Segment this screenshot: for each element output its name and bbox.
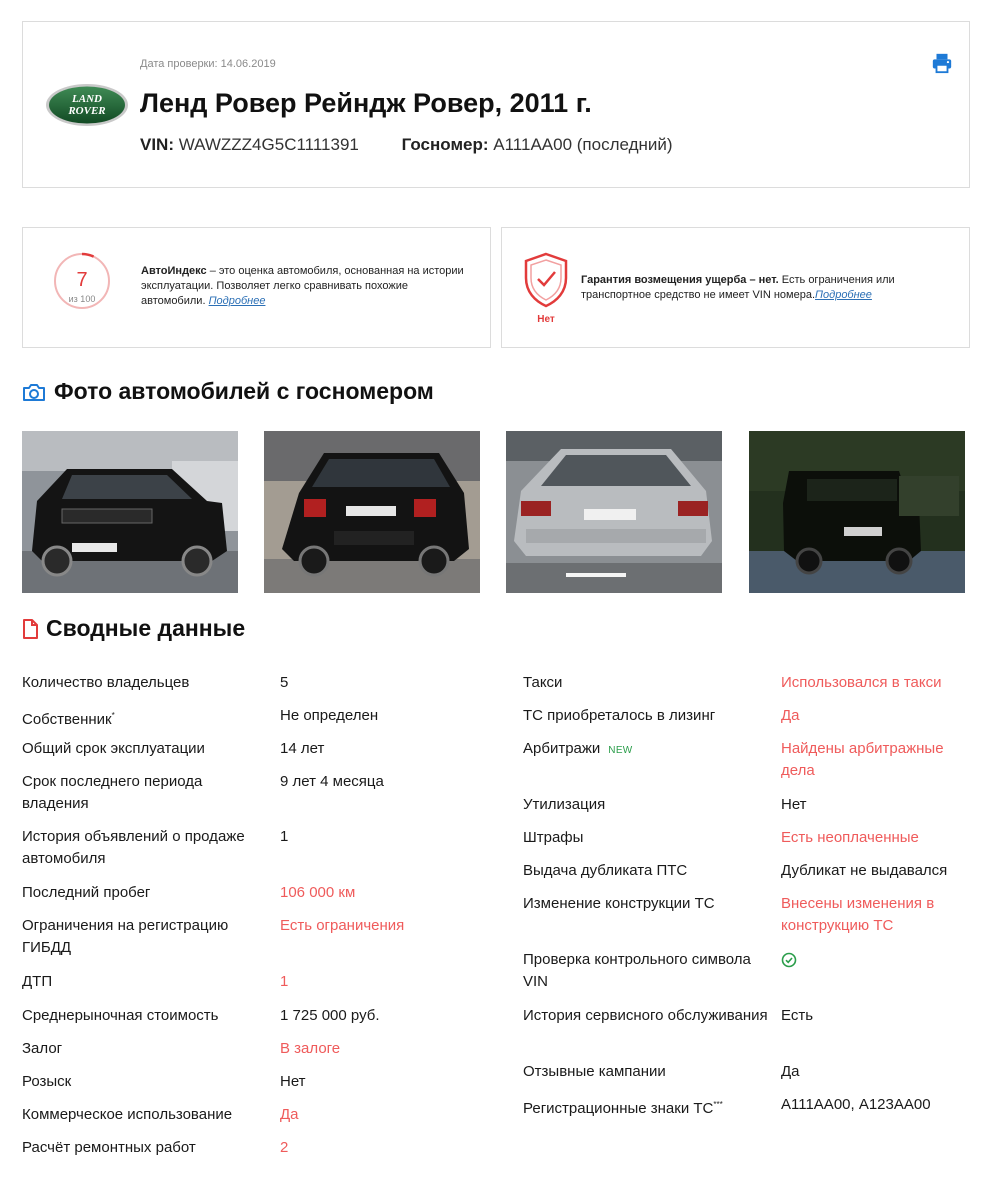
car-photo[interactable] bbox=[749, 431, 965, 593]
row-value: Да bbox=[781, 1063, 800, 1080]
guarantee-title: Гарантия возмещения ущерба – нет. bbox=[581, 274, 779, 286]
row-label: История сервисного обслуживания bbox=[523, 1007, 768, 1024]
car-title: Ленд Ровер Рейндж Ровер, 2011 г. bbox=[140, 88, 592, 118]
autoindex-description bbox=[141, 264, 471, 309]
row-label: Количество владельцев bbox=[22, 674, 190, 691]
row-value: 1 bbox=[280, 828, 289, 845]
summary-row-wanted bbox=[22, 1071, 482, 1104]
summary-right-column bbox=[523, 672, 983, 1127]
car-photo-image bbox=[506, 431, 722, 593]
summary-row-disposal bbox=[523, 794, 983, 827]
summary-section-title: Сводные данные bbox=[46, 615, 246, 641]
row-label: Расчёт ремонтных работ bbox=[22, 1139, 196, 1156]
row-value: Дубликат не выдавался bbox=[781, 862, 948, 879]
row-value: 1 725 000 руб. bbox=[280, 1007, 380, 1024]
row-label: Последний пробег bbox=[22, 884, 151, 901]
guarantee-status: Нет bbox=[537, 314, 555, 325]
vin-label: VIN: bbox=[140, 135, 174, 154]
document-icon bbox=[22, 619, 38, 639]
guarantee-text: Есть ограничения или транспортное средство не имеет VIN номера. bbox=[581, 274, 895, 301]
summary-row-commercial-use bbox=[22, 1104, 482, 1137]
row-value: А111АА00, А123АА00 bbox=[781, 1096, 931, 1113]
report-header-card bbox=[22, 21, 970, 188]
summary-left-column bbox=[22, 672, 482, 1170]
summary-row-pledge bbox=[22, 1038, 482, 1071]
photos-section-heading bbox=[22, 378, 434, 405]
footnote-mark: *** bbox=[713, 1100, 723, 1109]
row-value: 9 лет 4 месяца bbox=[280, 773, 384, 790]
plate-value: А111АА00 (последний) bbox=[493, 135, 673, 154]
summary-row-repairs bbox=[22, 1137, 482, 1170]
row-label: Такси bbox=[523, 674, 563, 691]
summary-row-pts-duplicate bbox=[523, 860, 983, 893]
row-label-text: Арбитражи bbox=[523, 740, 601, 757]
land-rover-logo bbox=[45, 83, 129, 127]
row-value: Не определен bbox=[280, 707, 379, 724]
summary-row-last-ownership bbox=[22, 771, 482, 826]
car-photo-image bbox=[264, 431, 480, 593]
autoindex-score-gauge bbox=[51, 250, 113, 328]
autoindex-text: – это оценка автомобиля, основанная на истории эксплуатации. Позволяет легко сравнивать похожие автомобили. bbox=[141, 265, 464, 307]
row-label: ТС приобреталось в лизинг bbox=[523, 707, 716, 724]
new-badge: NEW bbox=[608, 745, 633, 756]
row-value: Есть неоплаченные bbox=[781, 829, 919, 846]
row-label bbox=[22, 705, 280, 738]
camera-icon bbox=[22, 382, 46, 402]
row-value: Да bbox=[280, 1106, 299, 1123]
summary-row-service-history bbox=[523, 1005, 983, 1061]
row-label bbox=[523, 1094, 781, 1127]
row-value: Нет bbox=[781, 796, 807, 813]
summary-row-owner bbox=[22, 705, 482, 738]
autoindex-card bbox=[22, 227, 491, 348]
row-value: 5 bbox=[280, 674, 289, 691]
summary-row-accidents bbox=[22, 971, 482, 1005]
summary-row-recalls bbox=[523, 1061, 983, 1094]
row-value bbox=[781, 949, 971, 1005]
photos-section-title: Фото автомобилей с госномером bbox=[54, 378, 434, 404]
autoindex-title: АвтоИндекс bbox=[141, 265, 207, 277]
check-date: Дата проверки: 14.06.2019 bbox=[140, 58, 276, 70]
logo-text-land: LAND bbox=[72, 93, 102, 105]
car-photo-image bbox=[749, 431, 965, 593]
summary-row-owners-count bbox=[22, 672, 482, 705]
summary-row-arbitration bbox=[523, 738, 983, 794]
summary-row-fines bbox=[523, 827, 983, 860]
summary-row-taxi bbox=[523, 672, 983, 705]
row-label: Отзывные кампании bbox=[523, 1063, 666, 1080]
guarantee-description bbox=[581, 273, 951, 303]
summary-row-sale-ads bbox=[22, 826, 482, 882]
vin-value: WAWZZZ4G5C1111391 bbox=[178, 135, 359, 154]
guarantee-card bbox=[501, 227, 970, 348]
car-photo[interactable] bbox=[506, 431, 722, 593]
summary-section-heading bbox=[22, 615, 245, 642]
row-value: Есть ограничения bbox=[280, 917, 405, 934]
autoindex-score-max: из 100 bbox=[68, 294, 96, 304]
guarantee-more-link[interactable]: Подробнее bbox=[815, 289, 872, 301]
row-label: Ограничения на регистрацию ГИБДД bbox=[22, 917, 229, 956]
car-photo[interactable] bbox=[22, 431, 238, 593]
row-value: Использовался в такси bbox=[781, 674, 942, 691]
row-label: Утилизация bbox=[523, 796, 606, 813]
autoindex-more-link[interactable]: Подробнее bbox=[208, 295, 266, 307]
row-value: Найдены арбитражные дела bbox=[781, 740, 944, 779]
summary-row-leasing bbox=[523, 705, 983, 738]
summary-row-vin-check bbox=[523, 949, 983, 1005]
car-photo[interactable] bbox=[264, 431, 480, 593]
autoindex-score: 7 bbox=[76, 269, 88, 291]
row-label bbox=[523, 738, 781, 794]
row-value: Нет bbox=[280, 1073, 306, 1090]
row-label-text: Собственник bbox=[22, 711, 112, 728]
footnote-mark: * bbox=[111, 711, 115, 720]
row-value: 106 000 км bbox=[280, 884, 356, 901]
summary-row-market-price bbox=[22, 1005, 482, 1038]
check-circle-icon bbox=[781, 952, 797, 968]
row-label: Изменение конструкции ТС bbox=[523, 895, 715, 912]
logo-text-rover: ROVER bbox=[68, 105, 106, 117]
row-value: 1 bbox=[280, 973, 289, 990]
summary-row-plates bbox=[523, 1094, 983, 1127]
row-label: Коммерческое использование bbox=[22, 1106, 233, 1123]
row-label: Штрафы bbox=[523, 829, 584, 846]
summary-row-mileage bbox=[22, 882, 482, 915]
row-value: Внесены изменения в конструкцию ТС bbox=[781, 895, 935, 934]
plate-label: Госномер: bbox=[401, 135, 489, 154]
vehicle-identifiers bbox=[140, 135, 673, 155]
row-value: Есть bbox=[781, 1007, 814, 1024]
row-value: В залоге bbox=[280, 1040, 341, 1057]
row-label: Розыск bbox=[22, 1073, 72, 1090]
row-value: 2 bbox=[280, 1139, 289, 1156]
shield-icon bbox=[522, 252, 570, 308]
row-label: История объявлений о продаже автомобиля bbox=[22, 828, 245, 867]
row-label: Среднерыночная стоимость bbox=[22, 1007, 219, 1024]
row-label: Залог bbox=[22, 1040, 63, 1057]
row-value: 14 лет bbox=[280, 740, 325, 757]
row-label: Срок последнего периода владения bbox=[22, 773, 203, 812]
car-photo-image bbox=[22, 431, 238, 593]
row-label-text: Регистрационные знаки ТС bbox=[523, 1100, 714, 1117]
row-label: ДТП bbox=[22, 973, 53, 990]
summary-row-construction-change bbox=[523, 893, 983, 949]
row-label: Проверка контрольного символа VIN bbox=[523, 951, 751, 990]
printer-icon[interactable] bbox=[931, 52, 953, 74]
row-value: Да bbox=[781, 707, 800, 724]
row-label: Общий срок эксплуатации bbox=[22, 740, 205, 757]
summary-row-usage-period bbox=[22, 738, 482, 771]
summary-row-registration-limits bbox=[22, 915, 482, 971]
row-label: Выдача дубликата ПТС bbox=[523, 862, 688, 879]
